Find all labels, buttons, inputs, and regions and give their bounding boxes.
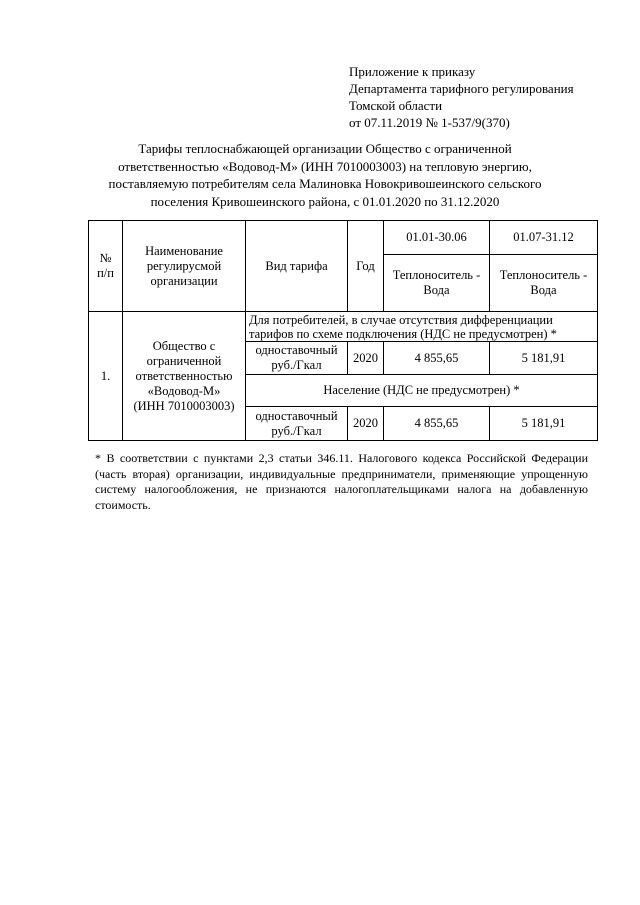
header-tariff-kind: Вид тарифа [246,221,348,312]
appendix-line: Томской области [349,98,443,113]
group-label-consumers: Для потребителей, в случае отсутствия дифференциации тарифов по схеме подключения (НДС не предусмотрен) * [246,312,598,342]
year-cell: 2020 [348,407,384,441]
appendix-header [349,63,574,131]
appendix-order-number: от 07.11.2019 № 1-537/9(370) [349,115,510,130]
title-line: поставляемую потребителям села Малиновка Новокривошеинского сельского [108,176,542,191]
group-label-population: Население (НДС не предусмотрен) * [246,375,598,407]
tariff-value-cell: 4 855,65 [384,342,490,375]
appendix-line: Департамента тарифного регулирования [349,81,574,96]
tariff-kind-cell: одноставочный руб./Гкал [246,407,348,441]
year-cell: 2020 [348,342,384,375]
tariff-value-cell: 5 181,91 [490,342,598,375]
tariff-table [88,220,598,441]
title-line: ответственностью «Водовод-М» (ИНН 7010003003) на тепловую энергию, [118,158,532,174]
header-organization: Наименование регулирусмой организации [123,221,246,312]
appendix-line: Приложение к приказу [349,64,476,79]
tariff-value-cell: 5 181,91 [490,407,598,441]
tariff-value-cell: 4 855,65 [384,407,490,441]
title-line: поселения Кривошеинского района, с 01.01.2020 по 31.12.2020 [150,193,500,209]
header-period-2: 01.07-31.12 [490,221,598,255]
row-number: 1. [89,312,123,441]
header-year: Год [348,221,384,312]
header-period-1: 01.01-30.06 [384,221,490,255]
footnote: * В соответствии с пунктами 2,3 статьи 346.11. Налогового кодекса Российской Федерации (часть вторая) организации, индивидуальные предприниматели, применяющие упрощенную систему налогообложения, не признаются налогоплательщиками налога на добавленную стоимость. [95,451,588,512]
row-organization: Общество с ограниченной ответственностью «Водовод-М» (ИНН 7010003003) [123,312,246,441]
header-carrier-1: Теплоноситель - Вода [384,255,490,312]
tariff-kind-cell: одноставочный руб./Гкал [246,342,348,375]
title-line: Тарифы теплоснабжающей организации Общество с ограниченной [138,141,512,156]
document-title [90,140,560,210]
header-carrier-2: Теплоноситель - Вода [490,255,598,312]
header-number: № п/п [89,221,123,312]
